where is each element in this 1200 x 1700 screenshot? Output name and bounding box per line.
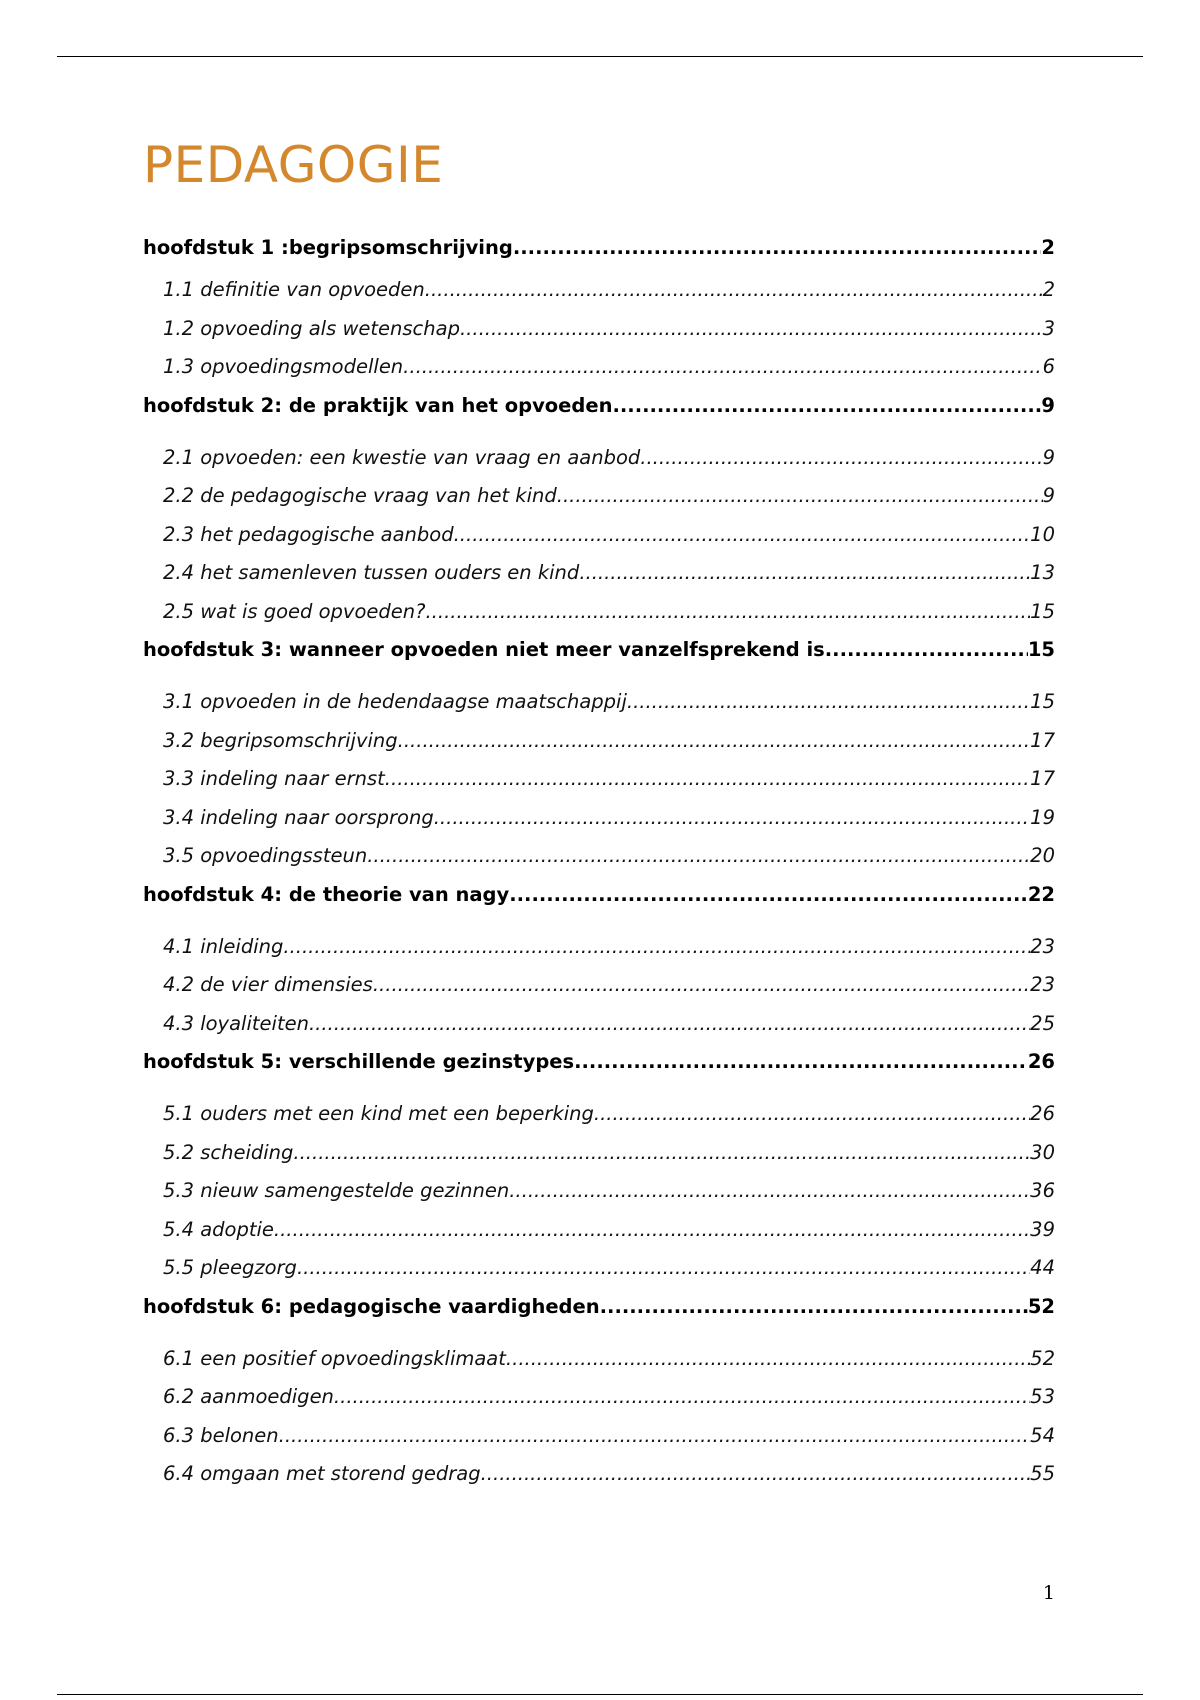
toc-entry-label: 2.4 het samenleven tussen ouders en kind bbox=[163, 561, 580, 584]
toc-section-link[interactable] bbox=[143, 1210, 1055, 1249]
dot-leader bbox=[367, 844, 1030, 867]
document-title: PEDAGOGIE bbox=[143, 136, 444, 194]
dot-leader bbox=[509, 1179, 1030, 1202]
toc-entry-label: 3.3 indeling naar ernst bbox=[163, 767, 385, 790]
dot-leader bbox=[334, 1385, 1030, 1408]
dot-leader bbox=[481, 1462, 1031, 1485]
dot-leader bbox=[279, 1424, 1031, 1447]
toc-entry-page: 6 bbox=[1042, 355, 1055, 378]
toc-section-link[interactable] bbox=[143, 682, 1055, 721]
toc-entry-label: hoofdstuk 1 :begripsomschrijving bbox=[143, 236, 513, 259]
toc-entry-label: 2.2 de pedagogische vraag van het kind bbox=[163, 484, 557, 507]
toc-section-link[interactable] bbox=[143, 1171, 1055, 1210]
toc-entry-page: 13 bbox=[1030, 561, 1055, 584]
toc-entry-label: 3.5 opvoedingssteun bbox=[163, 844, 368, 867]
toc-entry-page: 39 bbox=[1030, 1217, 1055, 1241]
dot-leader bbox=[283, 935, 1030, 958]
toc-entry-label: 4.3 loyaliteiten bbox=[163, 1011, 309, 1035]
toc-entry-page: 26 bbox=[1027, 1050, 1055, 1073]
toc-entry-label: 6.1 een positief opvoedingsklimaat bbox=[163, 1346, 506, 1370]
toc-section-link[interactable] bbox=[143, 438, 1055, 477]
dot-leader bbox=[403, 355, 1042, 378]
dot-leader bbox=[293, 1141, 1030, 1164]
dot-leader bbox=[557, 484, 1043, 507]
toc-entry-label: 5.4 adoptie bbox=[163, 1217, 274, 1241]
dot-leader bbox=[385, 767, 1030, 790]
toc-section-link[interactable] bbox=[143, 515, 1055, 554]
table-of-contents bbox=[143, 228, 1055, 1493]
toc-section-link[interactable] bbox=[143, 270, 1055, 309]
toc-section-link[interactable] bbox=[143, 798, 1055, 837]
toc-section-link[interactable] bbox=[143, 836, 1055, 875]
toc-chapter-link[interactable] bbox=[143, 386, 1055, 438]
dot-leader bbox=[297, 1256, 1030, 1279]
toc-entry-page: 2 bbox=[1042, 278, 1055, 301]
toc-entry-page: 23 bbox=[1030, 973, 1055, 996]
toc-chapter-link[interactable] bbox=[143, 875, 1055, 927]
toc-entry-page: 30 bbox=[1030, 1140, 1055, 1164]
dot-leader bbox=[513, 236, 1042, 259]
toc-section-link[interactable] bbox=[143, 965, 1055, 1004]
toc-entry-page: 44 bbox=[1030, 1256, 1055, 1279]
toc-entry-label: hoofdstuk 3: wanneer opvoeden niet meer vanzelfsprekend is bbox=[143, 638, 825, 661]
toc-entry-label: 6.4 omgaan met storend gedrag bbox=[163, 1462, 481, 1485]
toc-entry-label: 3.2 begripsomschrijving bbox=[163, 728, 398, 752]
toc-entry-page: 26 bbox=[1030, 1102, 1055, 1125]
toc-entry-label: 6.3 belonen bbox=[163, 1423, 279, 1447]
header-rule bbox=[57, 56, 1143, 57]
dot-leader bbox=[640, 446, 1042, 469]
dot-leader bbox=[600, 1295, 1028, 1318]
toc-entry-page: 17 bbox=[1030, 767, 1055, 790]
toc-section-link[interactable] bbox=[143, 1377, 1055, 1416]
toc-entry-label: 4.2 de vier dimensies bbox=[163, 973, 373, 996]
toc-entry-label: 3.1 opvoeden in de hedendaagse maatschappij bbox=[163, 690, 627, 713]
toc-chapter-link[interactable] bbox=[143, 228, 1055, 270]
toc-entry-label: 5.1 ouders met een kind met een beperking bbox=[163, 1102, 594, 1125]
toc-entry-page: 19 bbox=[1030, 805, 1055, 829]
dot-leader bbox=[579, 561, 1030, 584]
dot-leader bbox=[434, 806, 1030, 829]
toc-entry-label: hoofdstuk 5: verschillende gezinstypes bbox=[143, 1050, 575, 1073]
toc-chapter-link[interactable] bbox=[143, 1287, 1055, 1339]
toc-section-link[interactable] bbox=[143, 721, 1055, 760]
toc-entry-label: 2.3 het pedagogische aanbod bbox=[163, 522, 454, 546]
toc-entry-label: hoofdstuk 6: pedagogische vaardigheden bbox=[143, 1294, 600, 1318]
toc-entry-page: 10 bbox=[1030, 522, 1055, 546]
dot-leader bbox=[425, 278, 1043, 301]
toc-section-link[interactable] bbox=[143, 553, 1055, 592]
toc-entry-label: 2.1 opvoeden: een kwestie van vraag en aanbod bbox=[163, 445, 641, 469]
dot-leader bbox=[274, 1218, 1030, 1241]
toc-entry-page: 9 bbox=[1041, 393, 1055, 417]
toc-entry-page: 17 bbox=[1030, 728, 1055, 752]
dot-leader bbox=[398, 729, 1031, 752]
toc-entry-page: 52 bbox=[1027, 1294, 1055, 1318]
toc-section-link[interactable] bbox=[143, 1339, 1055, 1378]
toc-entry-label: hoofdstuk 4: de theorie van nagy bbox=[143, 882, 510, 906]
toc-section-link[interactable] bbox=[143, 592, 1055, 631]
toc-entry-page: 2 bbox=[1041, 236, 1055, 259]
dot-leader bbox=[506, 1347, 1030, 1370]
page-number: 1 bbox=[1042, 1582, 1055, 1604]
dot-leader bbox=[574, 1050, 1028, 1073]
dot-leader bbox=[612, 394, 1041, 417]
toc-entry-page: 25 bbox=[1030, 1011, 1055, 1035]
toc-entry-page: 36 bbox=[1030, 1179, 1055, 1202]
dot-leader bbox=[627, 690, 1030, 713]
toc-entry-page: 20 bbox=[1030, 844, 1055, 867]
toc-entry-page: 15 bbox=[1027, 638, 1055, 661]
toc-section-link[interactable] bbox=[143, 309, 1055, 348]
toc-section-link[interactable] bbox=[143, 759, 1055, 798]
toc-entry-label: 1.2 opvoeding als wetenschap bbox=[163, 316, 460, 340]
toc-entry-label: 5.3 nieuw samengestelde gezinnen bbox=[163, 1179, 510, 1202]
toc-chapter-link[interactable] bbox=[143, 1042, 1055, 1094]
dot-leader bbox=[425, 600, 1030, 623]
toc-entry-label: 4.1 inleiding bbox=[163, 934, 284, 958]
dot-leader bbox=[373, 973, 1030, 996]
toc-section-link[interactable] bbox=[143, 476, 1055, 515]
toc-entry-label: 1.3 opvoedingsmodellen bbox=[163, 355, 404, 378]
toc-entry-label: hoofdstuk 2: de praktijk van het opvoeden bbox=[143, 393, 613, 417]
toc-entry-page: 3 bbox=[1042, 316, 1055, 340]
toc-entry-page: 15 bbox=[1030, 599, 1055, 623]
toc-entry-label: 3.4 indeling naar oorsprong bbox=[163, 805, 434, 829]
dot-leader bbox=[594, 1102, 1030, 1125]
toc-section-link[interactable] bbox=[143, 347, 1055, 386]
toc-entry-label: 1.1 definitie van opvoeden bbox=[163, 278, 425, 301]
dot-leader bbox=[825, 638, 1028, 661]
toc-entry-page: 52 bbox=[1030, 1346, 1055, 1370]
footer-rule bbox=[57, 1694, 1143, 1695]
toc-entry-page: 55 bbox=[1030, 1462, 1055, 1485]
toc-entry-label: 5.5 pleegzorg bbox=[163, 1256, 297, 1279]
toc-section-link[interactable] bbox=[143, 1416, 1055, 1455]
toc-entry-page: 22 bbox=[1027, 882, 1055, 906]
toc-section-link[interactable] bbox=[143, 1004, 1055, 1043]
toc-entry-page: 54 bbox=[1030, 1423, 1055, 1447]
toc-entry-page: 15 bbox=[1030, 690, 1055, 713]
toc-section-link[interactable] bbox=[143, 927, 1055, 966]
toc-entry-label: 6.2 aanmoedigen bbox=[163, 1385, 334, 1408]
toc-entry-page: 23 bbox=[1030, 934, 1055, 958]
toc-entry-label: 5.2 scheiding bbox=[163, 1140, 294, 1164]
toc-section-link[interactable] bbox=[143, 1248, 1055, 1287]
dot-leader bbox=[309, 1012, 1030, 1035]
dot-leader bbox=[460, 317, 1043, 340]
toc-section-link[interactable] bbox=[143, 1454, 1055, 1493]
dot-leader bbox=[509, 883, 1028, 906]
toc-entry-page: 9 bbox=[1042, 445, 1055, 469]
toc-section-link[interactable] bbox=[143, 1094, 1055, 1133]
dot-leader bbox=[454, 523, 1031, 546]
toc-chapter-link[interactable] bbox=[143, 630, 1055, 682]
toc-entry-page: 9 bbox=[1042, 484, 1055, 507]
toc-section-link[interactable] bbox=[143, 1133, 1055, 1172]
toc-entry-label: 2.5 wat is goed opvoeden? bbox=[163, 599, 426, 623]
toc-entry-page: 53 bbox=[1030, 1385, 1055, 1408]
